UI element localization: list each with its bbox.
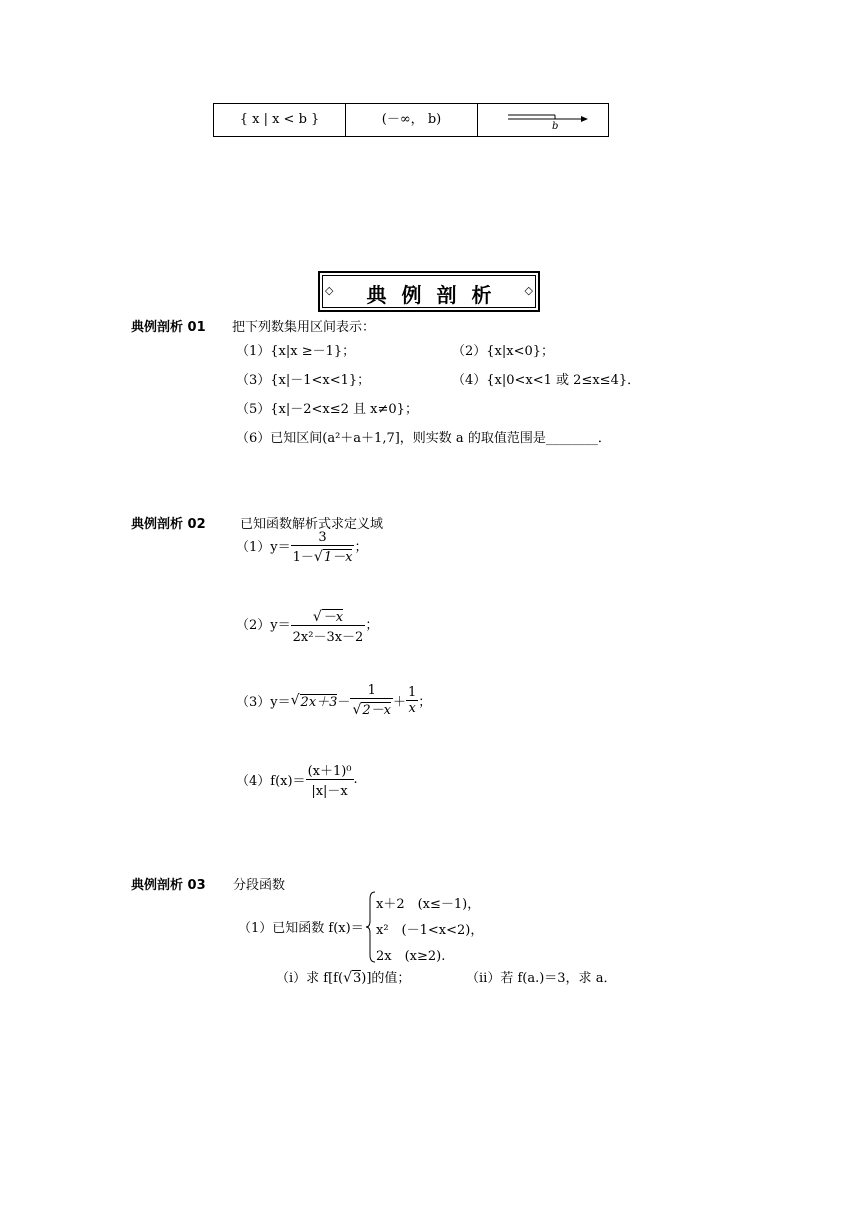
- sqrt-icon: √: [290, 692, 300, 709]
- ex3-label: 典例剖析 03: [131, 878, 206, 893]
- ex2-q3-fraction-2: [406, 685, 418, 716]
- interval-notation-cell: (－∞， b): [346, 104, 478, 136]
- interval-table-row: [213, 103, 609, 137]
- sqrt-icon: √: [312, 609, 322, 625]
- ex3-sub-2: （ⅱ）若 f(a.)＝3，求 a．: [466, 971, 617, 986]
- number-line-cell: [478, 104, 608, 136]
- ex2-q3-num-1: 1: [367, 683, 376, 698]
- ex2-q2-numerator: [291, 606, 366, 625]
- ex3-case-2: x² (－1<x<2)，: [376, 923, 484, 938]
- ex2-q3-den-1: [350, 698, 393, 718]
- ex3-sub-1: [276, 967, 410, 986]
- ex2-q2-denominator: 2x²－3x－2: [291, 625, 366, 645]
- sqrt-icon: √: [352, 702, 362, 718]
- piecewise-brace-icon: [366, 891, 376, 963]
- ex1-item-1: （1）{x|x ≥－1}；: [236, 344, 356, 359]
- ex3-title: 分段函数: [233, 878, 286, 893]
- ex2-q1-suffix: ；: [354, 540, 368, 555]
- ex2-q1-fraction: [291, 530, 355, 565]
- ex2-q4-numerator: (x＋1)⁰: [307, 764, 352, 779]
- left-diamond-icon: ◇: [325, 284, 334, 297]
- ex2-q4-denominator: |x|－x: [306, 779, 354, 799]
- ex2-q2-suffix: ；: [365, 618, 379, 633]
- ex2-q3-suffix: ；: [418, 695, 432, 710]
- ex2-q2-fraction: [291, 606, 366, 645]
- ex2-q2-prefix: （2）y＝: [236, 618, 291, 633]
- ex2-q1-den-a: 1－: [292, 550, 314, 565]
- ex2-q4-suffix: .: [353, 772, 358, 787]
- ex2-q3-fraction-1: [350, 683, 393, 718]
- section-header: [318, 271, 540, 312]
- set-notation-cell: { x | x < b }: [214, 104, 346, 136]
- ex2-q3-den-root: 2－x: [362, 703, 391, 718]
- ex1-title: 把下列数集用区间表示：: [232, 320, 376, 335]
- ex2-q2-num-root: －x: [322, 610, 344, 625]
- number-line-diagram: [478, 104, 608, 136]
- ex2-q3: [236, 683, 431, 718]
- ex2-title: 已知函数解析式求定义域: [240, 517, 384, 532]
- number-line-label: b: [552, 121, 559, 132]
- ex1-item-6: （6）已知区间(a²＋a＋1,7]，则实数 a 的取值范围是________．: [236, 431, 611, 446]
- ex1-label: 典例剖析 01: [131, 320, 206, 335]
- ex2-q2: [236, 606, 378, 645]
- ex3-sub1-b: )]的值；: [361, 971, 411, 986]
- ex2-q3-plus: ＋: [392, 695, 406, 710]
- ex2-q4-prefix: （4）f(x)＝: [236, 774, 306, 789]
- ex2-q1-denominator: [291, 545, 355, 565]
- ex2-q3-den-2: x: [406, 700, 418, 716]
- ex1-item-4: （4）{x|0<x<1 或 2≤x≤4}．: [452, 373, 641, 388]
- ex3-sub1-root: 3: [352, 971, 362, 986]
- ex1-item-5: （5）{x|－2<x≤2 且 x≠0}；: [236, 402, 418, 417]
- ex2-q1: [236, 530, 367, 565]
- ex1-item-2: （2）{x|x<0}；: [452, 344, 555, 359]
- section-title: 典例剖析: [366, 283, 507, 307]
- ex3-case-1: x＋2 (x≤－1)，: [376, 897, 481, 912]
- ex2-q1-numerator: 3: [318, 530, 327, 545]
- ex2-q3-prefix: （3）y＝: [236, 695, 291, 710]
- ex2-q1-den-root: 1－x: [323, 550, 353, 565]
- ex2-q4-fraction: [306, 760, 354, 799]
- ex3-intro: （1）已知函数 f(x)＝: [238, 921, 364, 936]
- ex2-q3-num-2: 1: [407, 685, 417, 700]
- ex2-q3-minus: －: [337, 695, 351, 710]
- ex3-case-3: 2x (x≥2).: [376, 949, 446, 964]
- ex2-q4: [236, 760, 358, 799]
- right-diamond-icon: ◇: [524, 284, 533, 297]
- ex2-q3-root: 2x＋3: [300, 695, 338, 710]
- sqrt-icon: √: [343, 970, 352, 986]
- ex1-item-3: （3）{x|－1<x<1}；: [236, 373, 371, 388]
- ex2-q1-prefix: （1）y＝: [236, 540, 291, 555]
- sqrt-icon: √: [313, 549, 323, 565]
- ex3-sub1-a: （ⅰ）求 f[f(: [276, 971, 344, 986]
- ex2-label: 典例剖析 02: [131, 517, 206, 532]
